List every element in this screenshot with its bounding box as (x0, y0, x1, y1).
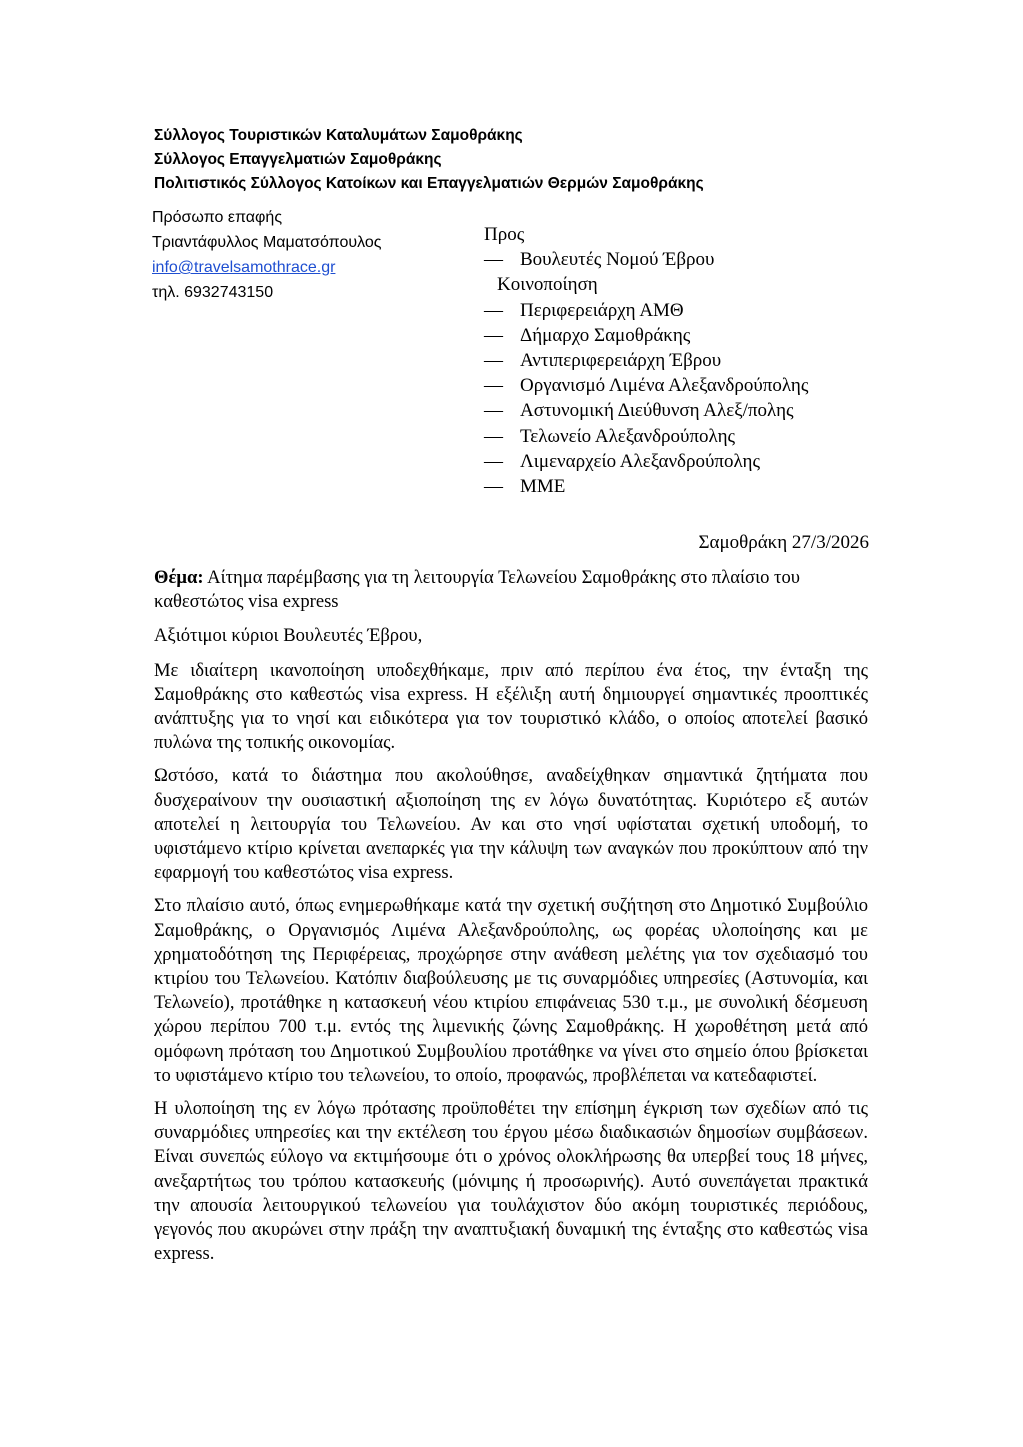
body-paragraph: Ωστόσο, κατά το διάστημα που ακολούθησε, αναδείχθηκαν σημαντικά ζητήματα που δυσχεραίνουν την ουσιαστική αξιοποίηση της εν λόγω δυνατότητας. Κυριότερο εξ αυτών αποτελεί η λειτουργία του Τελωνείου. Αν και στο νησί υφίσταται σχετική υποδομή, το υφιστάμενο κτίριο κρίνεται ανεπαρκές για την κάλυψη των αναγκών που προκύπτουν από την εφαρμογή του καθεστώτος visa express. (154, 765, 868, 884)
cc-item (484, 298, 808, 323)
cc-item (484, 323, 808, 348)
organization-name: Σύλλογος Τουριστικών Καταλυμάτων Σαμοθράκης (154, 127, 523, 144)
recipients-block (484, 222, 808, 499)
organization-name: Πολιτιστικός Σύλλογος Κατοίκων και Επαγγελματιών Θερμών Σαμοθράκης (154, 175, 704, 192)
cc-label: Λιμεναρχείο Αλεξανδρούπολης (520, 450, 760, 472)
letter-date: Σαμοθράκη 27/3/2026 (698, 532, 869, 553)
subject-text: Αίτημα παρέμβασης για τη λειτουργία Τελωνείου Σαμοθράκης στο πλαίσιο του καθεστώτος visa express (154, 567, 800, 613)
dash-bullet: — (484, 324, 503, 346)
cc-item (484, 474, 808, 499)
cc-item (484, 373, 808, 398)
body-paragraph: Με ιδιαίτερη ικανοποίηση υποδεχθήκαμε, πριν από περίπου ένα έτος, την ένταξη της Σαμοθράκης στο καθεστώς visa express. Η εξέλιξη αυτή δημιουργεί σημαντικές προοπτικές ανάπτυξης για το νησί και ειδικότερα για τον τουριστικό κλάδο, ο οποίος αποτελεί βασικό πυλώνα της τοπικής οικονομίας. (154, 659, 868, 754)
contact-heading: Πρόσωπο επαφής (152, 209, 283, 226)
cc-label: Αντιπεριφερειάρχη Έβρου (520, 350, 722, 372)
cc-item (484, 398, 808, 423)
contact-block (152, 205, 381, 305)
letter-body (154, 566, 868, 1275)
cc-item (484, 449, 808, 474)
dash-bullet: — (484, 450, 503, 472)
organization-name: Σύλλογος Επαγγελματιών Σαμοθράκης (154, 151, 442, 168)
dash-bullet: — (484, 400, 503, 422)
body-paragraph: Στο πλαίσιο αυτό, όπως ενημερωθήκαμε κατά την σχετική συζήτηση στο Δημοτικό Συμβούλιο Σαμοθράκης, ο Οργανισμός Λιμένα Αλεξανδρούπολης, ως φορέας υλοποίησης και με χρηματοδότηση της Περιφέρειας, προχώρησε στην ανάθεση μελέτης για τον σχεδιασμό του κτιρίου του Τελωνείου. Κατόπιν διαβούλευσης με τις συναρμόδιες υπηρεσίες (Αστυνομία, και Τελωνείο), προτάθηκε η κατασκευή νέου κτιρίου επιφάνειας 530 τ.μ., με συνολική δέσμευση χώρου περίπου 700 τ.μ. εντός της λιμενικής ζώνης Σαμοθράκης. Η χωροθέτηση μετά από ομόφωνη πρόταση του Δημοτικού Συμβουλίου προτάθηκε να γίνει στο σημείο όπου βρίσκεται το υφιστάμενο κτίριο του τελωνείου, το οποίο, προφανώς, προβλέπεται να κατεδαφιστεί. (154, 895, 868, 1086)
subject-label: Θέμα: (154, 567, 204, 588)
cc-label: Περιφερειάρχη ΑΜΘ (520, 299, 684, 321)
subject-line (154, 566, 868, 614)
dash-bullet: — (484, 299, 503, 321)
organizations-header (154, 124, 704, 196)
dash-bullet: — (484, 476, 503, 498)
contact-email-link[interactable]: info@travelsamothrace.gr (152, 259, 336, 276)
recipient-item (484, 247, 808, 272)
cc-label: ΜΜΕ (520, 476, 566, 498)
cc-item (484, 348, 808, 373)
cc-label: Αστυνομική Διεύθυνση Αλεξ/πολης (520, 400, 794, 422)
cc-label: Τελωνείο Αλεξανδρούπολης (520, 425, 736, 447)
greeting: Αξιότιμοι κύριοι Βουλευτές Έβρου, (154, 625, 423, 647)
recipients-cc-label: Κοινοποίηση (497, 274, 598, 296)
dash-bullet: — (484, 350, 503, 372)
cc-label: Δήμαρχο Σαμοθράκης (520, 324, 691, 346)
contact-name: Τριαντάφυλλος Μαματσόπουλος (152, 234, 382, 251)
dash-bullet: — (484, 249, 503, 271)
cc-item (484, 424, 808, 449)
dash-bullet: — (484, 375, 503, 397)
contact-phone: τηλ. 6932743150 (152, 284, 274, 301)
recipients-to-label: Προς (484, 224, 525, 245)
cc-label: Οργανισμό Λιμένα Αλεξανδρούπολης (520, 375, 809, 397)
recipient-label: Βουλευτές Νομού Έβρου (520, 249, 715, 271)
body-paragraph: Η υλοποίηση της εν λόγω πρότασης προϋποθέτει την επίσημη έγκριση των σχεδίων από τις συναρμόδιες υπηρεσίες και την εκτέλεση του έργου μέσω διαδικασιών δημοσίων συμβάσεων. Είναι συνεπώς εύλογο να εκτιμήσουμε ότι ο χρόνος ολοκλήρωσης θα υπερβεί τους 18 μήνες, ανεξαρτήτως του τρόπου κατασκευής (μόνιμης ή προσωρινής). Αυτό συνεπάγεται πρακτικά την απουσία λειτουργικού τελωνείου για τουλάχιστον δύο ακόμη τουριστικές περιόδους, γεγονός που ακυρώνει στην πράξη την αναπτυξιακή δυναμική της ένταξης στο καθεστώς visa express. (154, 1098, 868, 1265)
dash-bullet: — (484, 425, 503, 447)
